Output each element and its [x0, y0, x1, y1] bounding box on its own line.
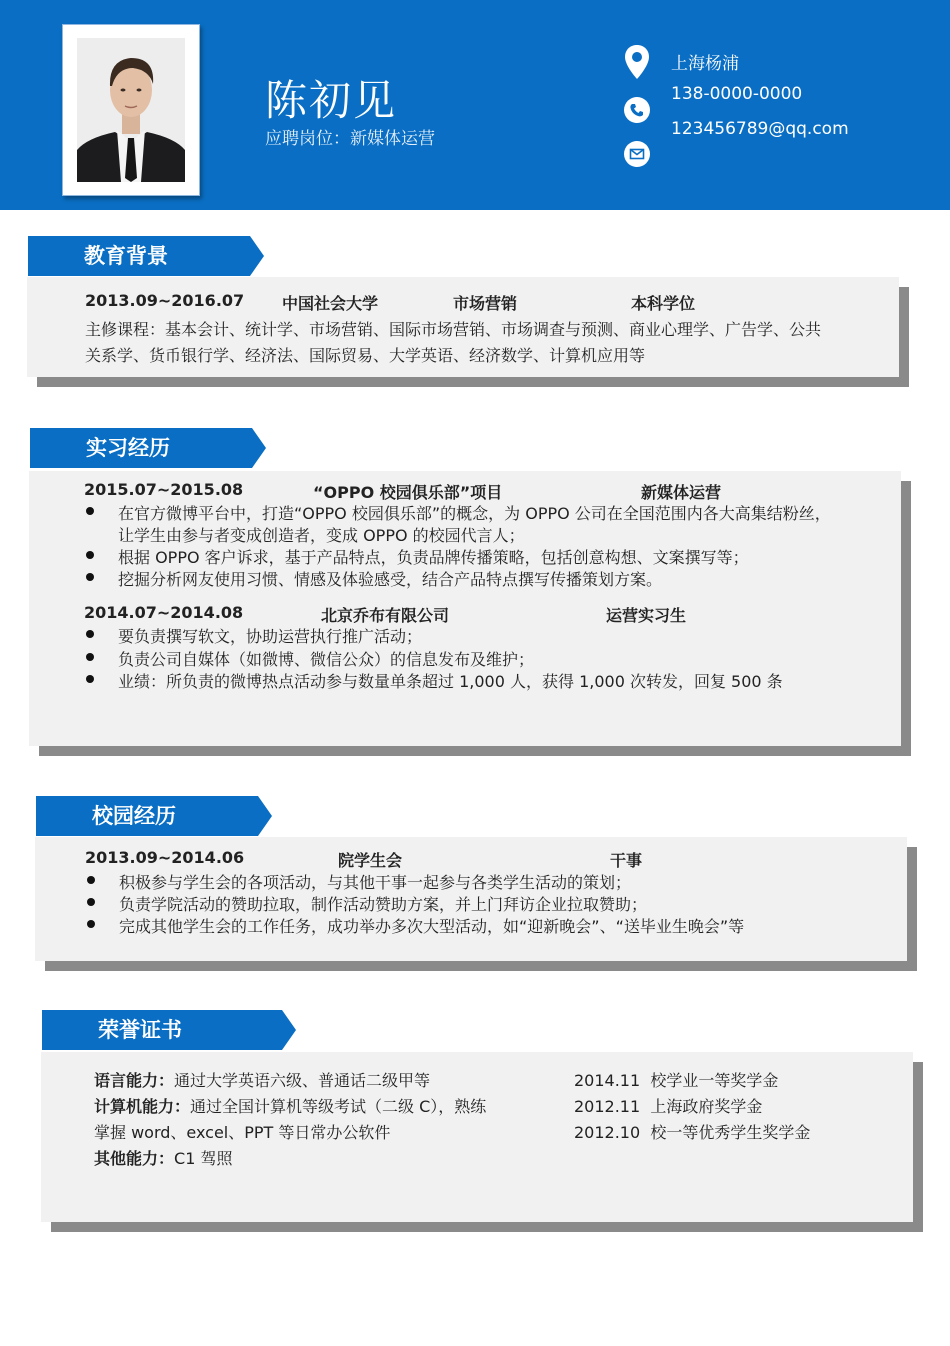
skill-text: 通过全国计算机等级考试（二级 C），熟练: [190, 1097, 487, 1116]
bullet-icon: [87, 898, 95, 906]
skill-text: 通过大学英语六级、普通话二级甲等: [174, 1071, 431, 1090]
campus-item: 负责学院活动的赞助拉取，制作活动赞助方案，并上门拜访企业拉取赞助；: [119, 895, 648, 914]
bullet-icon: [86, 573, 94, 581]
award-name: 校学业一等奖学金: [650, 1071, 779, 1090]
job-item: 负责公司自媒体（如微博、微信公众）的信息发布及维护；: [118, 650, 535, 669]
education-date: 2013.09~2016.07: [85, 291, 245, 310]
education-title: 教育背景: [84, 244, 168, 268]
job-role: 新媒体运营: [641, 483, 722, 502]
internship-ribbon: [30, 428, 266, 468]
award-date: 2014.11: [574, 1071, 641, 1090]
skill-line: [94, 1068, 430, 1091]
education-major: 市场营销: [453, 294, 518, 313]
profile-photo: [77, 38, 185, 182]
bullet-icon: [87, 876, 95, 884]
skill-text: C1 驾照: [174, 1149, 233, 1168]
skill-line: [94, 1120, 390, 1143]
award-date: 2012.10: [574, 1123, 641, 1142]
skill-line: [94, 1146, 232, 1169]
profile-photo-frame: [62, 24, 200, 196]
bullet-icon: [87, 920, 95, 928]
internship-title: 实习经历: [86, 436, 170, 460]
job-item: 在官方微博平台中，打造“OPPO 校园俱乐部”的概念，为 OPPO 公司在全国范围内各大高集结粉丝，: [118, 504, 831, 523]
job-item: 要负责撰写软文，协助运营执行推广活动；: [118, 627, 423, 646]
award-date: 2012.11: [574, 1097, 641, 1116]
header-banner: [0, 0, 950, 210]
campus-item: 完成其他学生会的工作任务，成功举办多次大型活动，如“迎新晚会”、“送毕业生晚会”等: [119, 917, 745, 936]
award-line: [574, 1094, 762, 1117]
bullet-icon: [86, 653, 94, 661]
education-school: 中国社会大学: [282, 294, 379, 313]
job-item: 业绩：所负责的微博热点活动参与数量单条超过 1,000 人，获得 1,000 次转发，回复 500 条: [118, 672, 783, 691]
bullet-icon: [86, 551, 94, 559]
campus-date: 2013.09~2014.06: [85, 848, 245, 867]
location-pin-icon: [624, 44, 650, 70]
skill-label: 计算机能力：: [94, 1097, 191, 1116]
award-name: 上海政府奖学金: [650, 1097, 763, 1116]
campus-item: 积极参与学生会的各项活动，与其他干事一起参与各类学生活动的策划；: [119, 873, 632, 892]
applied-position: 应聘岗位：新媒体运营: [265, 129, 435, 149]
education-ribbon: [28, 236, 264, 276]
bullet-icon: [86, 507, 94, 515]
job-item: 让学生由参与者变成创造者，变成 OPPO 的校园代言人；: [118, 526, 525, 545]
education-degree: 本科学位: [631, 294, 696, 313]
honors-ribbon: [42, 1010, 296, 1050]
skill-text: 掌握 word、excel、PPT 等日常办公软件: [94, 1123, 391, 1142]
campus-role: 干事: [610, 851, 643, 870]
phone-text: 138-0000-0000: [671, 84, 803, 104]
campus-org: 院学生会: [338, 851, 403, 870]
bullet-icon: [86, 630, 94, 638]
campus-ribbon: [36, 796, 272, 836]
award-line: [574, 1120, 810, 1143]
job-role: 运营实习生: [606, 606, 687, 625]
location-text: 上海杨浦: [671, 54, 739, 74]
honors-title: 荣誉证书: [98, 1018, 182, 1042]
phone-icon: [624, 97, 650, 123]
job-date: 2015.07~2015.08: [84, 480, 244, 499]
education-courses-line2: 关系学、货币银行学、经济法、国际贸易、大学英语、经济数学、计算机应用等: [85, 346, 646, 365]
job-org: “OPPO 校园俱乐部”项目: [313, 483, 503, 502]
campus-title: 校园经历: [92, 804, 176, 828]
skill-line: [94, 1094, 486, 1117]
job-item: 挖掘分析网友使用习惯、情感及体验感受，结合产品特点撰写传播策划方案。: [118, 570, 663, 589]
skill-label: 其他能力：: [94, 1149, 175, 1168]
skill-label: 语言能力：: [94, 1071, 175, 1090]
job-item: 根据 OPPO 客户诉求，基于产品特点，负责品牌传播策略，包括创意构想、文案撰写等；: [118, 548, 749, 567]
mail-icon: [624, 141, 650, 167]
bullet-icon: [86, 675, 94, 683]
job-date: 2014.07~2014.08: [84, 603, 244, 622]
job-org: 北京乔布有限公司: [321, 606, 450, 625]
award-name: 校一等优秀学生奖学金: [650, 1123, 811, 1142]
candidate-name: 陈初见: [265, 76, 398, 125]
award-line: [574, 1068, 778, 1091]
education-courses-line1: 主修课程：基本会计、统计学、市场营销、国际市场营销、市场调查与预测、商业心理学、广告学、公共: [85, 320, 822, 339]
email-text: 123456789@qq.com: [671, 119, 849, 139]
